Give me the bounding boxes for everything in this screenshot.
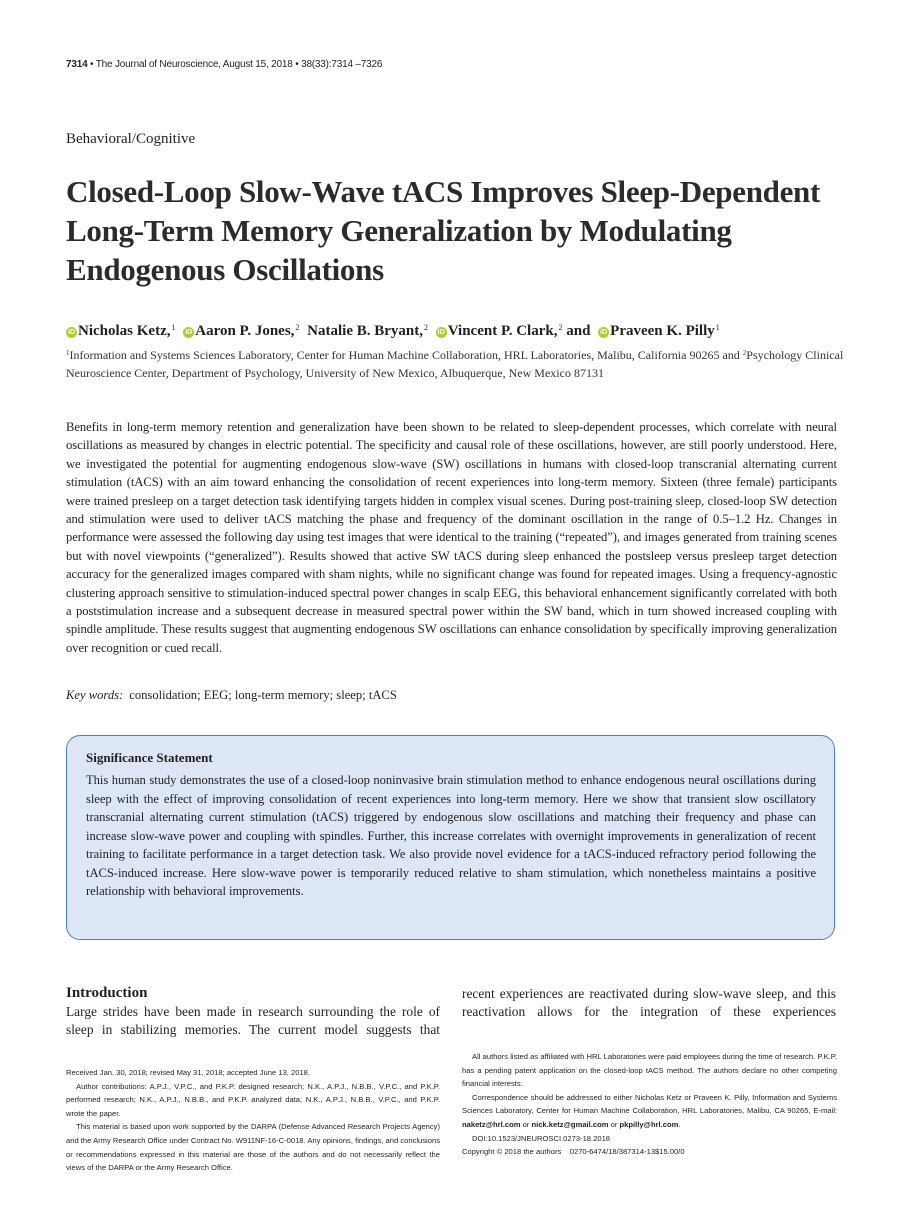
keywords bbox=[66, 688, 397, 703]
introduction-column-2: recent experiences are reactivated during slow-wave sleep, and this reactivation allows for the integration of these experiences bbox=[462, 986, 836, 1019]
footnotes-right bbox=[462, 1050, 837, 1159]
correspondence-text: Correspondence should be addressed to either Nicholas Ketz or Praveen K. Pilly, Information and Systems Sciences Laboratory, Center for Human Machine Collaboration, HRL Laboratories, Malibu, CA 90265, E-mail: bbox=[462, 1092, 837, 1116]
affiliation-marker: 1 bbox=[171, 323, 176, 332]
affiliation-marker: 1 bbox=[715, 323, 720, 332]
competing-interests: All authors listed as affiliated with HRL Laboratories were paid employees during the time of research. P.K.P. has a pending patent application on the closed-loop tACS method. The authors declare no other competing financial interests. bbox=[462, 1052, 837, 1089]
orcid-icon[interactable]: iD bbox=[185, 329, 193, 336]
orcid-icon[interactable]: iD bbox=[600, 329, 608, 336]
abstract: Benefits in long-term memory retention and generalization have been shown to be related to sleep-dependent processes, which correlate with neural oscillations as measured by changes in electric potential. The specificity and causal role of these oscillations, however, are still poorly understood. Here, we investigated the potential for augmenting endogenous slow-wave (SW) oscillations in humans with closed-loop transcranial alternating current stimulation (tACS) with an aim toward enhancing the consolidation of recent experiences into long-term memory. Sixteen (three female) participants were trained presleep on a target detection task identifying targets hidden in complex visual scenes. During post-training sleep, closed-loop SW detection and stimulation were used to deliver tACS matching the phase and frequency of the dominant oscillation in the range of 0.5–1.2 Hz. Changes in performance were assessed the following day using test images that were identical to the training (“repeated”), and images generated from training scenes but with novel viewpoints (“generalized”). Results showed that active SW tACS during sleep enhanced the postsleep versus presleep target detection accuracy for the generalized images compared with sham nights, while no significant change was found for repeated images. Using a frequency-agnostic clustering approach sensitive to stimulation-induced spectral power changes in scalp EEG, this behavioral enhancement significantly correlated with both a poststimulation increase and a subsequent decrease in measured spectral power within the SW band, which in turn showed increased coupling with spindle amplitude. These results suggest that augmenting endogenous SW oscillations can enhance consolidation by specifically improving generalization over recognition or cued recall. bbox=[66, 420, 837, 655]
author-jones[interactable] bbox=[183, 323, 299, 339]
page-number: 7314 bbox=[66, 59, 88, 70]
funding-note: This material is based upon work supported by the DARPA (Defense Advanced Research Projects Agency) and the Army Research Office under Contract No. W911NF-16-C-0018. Any opinions, findings, and conclusions or recommendations expressed in this material are those of the authors and do not necessarily reflect the views of the DARPA or the Army Research Office. bbox=[66, 1122, 440, 1173]
received-dates: Received Jan. 30, 2018; revised May 31, 2018; accepted June 13, 2018. bbox=[66, 1068, 311, 1077]
author-name: Vincent P. Clark, bbox=[447, 323, 558, 339]
section-label: Behavioral/Cognitive bbox=[66, 131, 196, 147]
significance-text: This human study demonstrates the use of a closed-loop noninvasive brain stimulation method to enhance endogenous neural oscillations during sleep with the effect of improving consolidation of recent experiences into long-term memory. Here we show that transient slow oscillatory transcranial alternating current stimulation (tACS) triggered by endogenous slow oscillations and matching their frequency and phase can increase slow-wave power and coupling with spindles. Further, this increase correlates with overnight improvements in generalization of recent training to facilitate performance in a target detection task. We also provide novel evidence for a tACS-induced refractory period following the tACS-induced increase. Here slow-wave power is temporarily reduced relative to sham stimulation, which nonetheless maintains a positive relationship with behavioral improvements. bbox=[86, 773, 816, 898]
footnotes-left bbox=[66, 1066, 440, 1175]
email-link[interactable]: nick.ketz@gmail.com bbox=[531, 1119, 609, 1129]
author-name: Praveen K. Pilly bbox=[610, 323, 715, 339]
keywords-text: consolidation; EEG; long-term memory; sleep; tACS bbox=[129, 688, 397, 702]
doi[interactable]: DOI:10.1523/JNEUROSCI.0273-18.2018 bbox=[472, 1133, 611, 1143]
copyright: Copyright © 2018 the authors 0270-6474/18/387314-13$15.00/0 bbox=[462, 1147, 685, 1157]
affiliation-marker: 2 bbox=[295, 323, 300, 332]
email-link[interactable]: naketz@hrl.com bbox=[462, 1119, 521, 1129]
correspondence bbox=[462, 1091, 837, 1132]
author-name: Aaron P. Jones, bbox=[195, 323, 295, 339]
affiliation-2: Psychology Clinical Neuroscience Center, Department of Psychology, University of New Mexico, Albuquerque, New Mexico 87131 bbox=[66, 348, 844, 380]
punctuation: . bbox=[678, 1119, 681, 1129]
author-clark[interactable] bbox=[436, 323, 591, 339]
orcid-icon[interactable]: iD bbox=[437, 329, 445, 336]
email-link[interactable]: pkpilly@hrl.com bbox=[619, 1119, 679, 1129]
author-conjunction: and bbox=[562, 323, 591, 339]
introduction-heading: Introduction bbox=[66, 985, 148, 1001]
article-title: Closed-Loop Slow-Wave tACS Improves Sleep-Dependent Long-Term Memory Generalization by Modulating Endogenous Oscillations bbox=[66, 174, 820, 287]
author-pilly[interactable] bbox=[598, 323, 720, 339]
affiliation-marker: 2 bbox=[424, 323, 428, 332]
affiliation-1: Information and Systems Sciences Laboratory, Center for Human Machine Collaboration, HRL Laboratories, Malibu, California 90265 and bbox=[69, 348, 743, 362]
orcid-icon[interactable]: iD bbox=[68, 329, 75, 336]
affiliations bbox=[66, 344, 846, 382]
author-contributions: Author contributions: A.P.J., V.P.C., and P.K.P. designed research; N.K., A.P.J., N.B.B., V.P.C., and P.K.P. performed research; N.K., A.P.J., N.B.B., and P.K.P. analyzed data; N.K., A.P.J., N.B.B., V.P.C., and P.K.P. wrote the paper. bbox=[66, 1081, 440, 1118]
running-head bbox=[66, 59, 382, 70]
author-name: Natalie B. Bryant, bbox=[307, 323, 423, 339]
significance-heading: Significance Statement bbox=[86, 750, 213, 765]
journal-citation: • The Journal of Neuroscience, August 15, 2018 • 38(33):7314 –7326 bbox=[87, 59, 383, 70]
author-bryant bbox=[307, 323, 428, 339]
conjunction: or bbox=[520, 1119, 532, 1129]
affiliation-marker: 2 bbox=[742, 349, 747, 357]
author-ketz[interactable] bbox=[66, 323, 175, 339]
affiliation-marker: 2 bbox=[558, 323, 563, 332]
author-list bbox=[66, 323, 720, 340]
keywords-label: Key words: bbox=[66, 688, 124, 702]
author-name: Nicholas Ketz, bbox=[78, 323, 171, 339]
introduction-column-1: Large strides have been made in research surrounding the role of sleep in stabilizing memories. The current model suggests that bbox=[66, 1004, 440, 1037]
significance-statement-box bbox=[66, 735, 835, 940]
conjunction: or bbox=[608, 1119, 620, 1129]
affiliation-marker: 1 bbox=[66, 349, 70, 357]
